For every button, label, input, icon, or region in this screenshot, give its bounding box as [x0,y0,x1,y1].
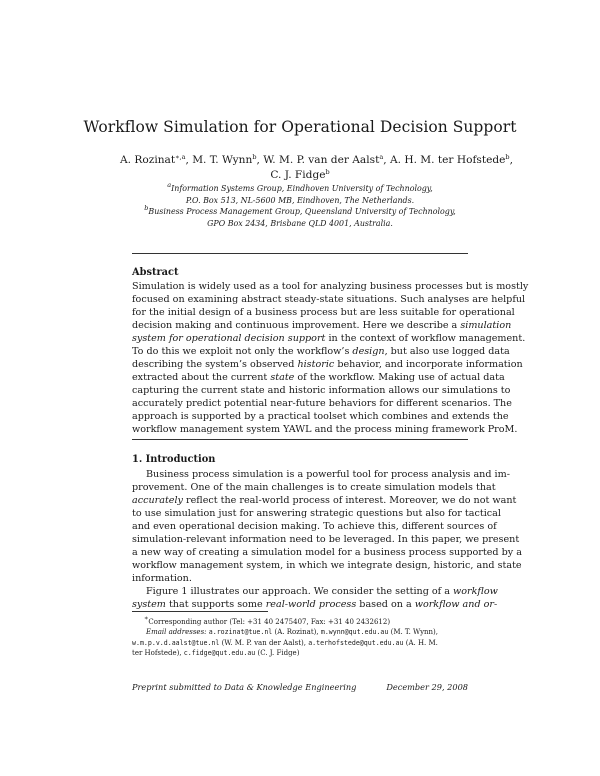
author-marker: b [252,153,257,161]
intro-paragraph-1 [132,468,522,585]
email-vanderaalst: w.m.p.v.d.aalst@tue.nl [132,638,220,647]
preprint-note: Preprint submitted to Data & Knowledge Engineering [132,682,357,692]
author-marker: ∗,a [175,153,186,161]
abstract-line: focused on examining abstract steady-state situations. Such analyses are helpful [132,294,526,305]
abstract-heading: Abstract [132,267,179,278]
footnote-emails-line2: w.m.p.v.d.aalst@tue.nl (W. M. P. van der Aalst), a.terhofstede@qut.edu.au (A. H. M. [132,638,438,647]
author-list [120,153,513,183]
abstract-line: describing the system’s observed historic behavior, and incorporate information [132,359,523,370]
affiliations [100,183,500,229]
paragraph-line: simulation-relevant information need to be leveraged. In this paper, we present [132,534,520,545]
preprint-date: December 29, 2008 [386,682,468,692]
abstract-bottom-rule [132,439,468,440]
paragraph-line: a new way of creating a simulation model for a business process supported by a [132,547,522,558]
affiliation-marker: b [144,204,149,212]
paragraph-line: provement. One of the main challenges is to create simulation models that [132,482,496,493]
author-rozinat: A. Rozinat [120,154,176,166]
abstract-line: approach is supported by a practical toolset which combines and extends the [132,411,509,422]
abstract-body [132,280,529,436]
abstract-line: Simulation is widely used as a tool for analyzing business processes but is mostly [132,281,529,292]
paragraph-line: workflow management system, in which we integrate design, historic, and state [132,560,522,571]
email-fidge: c.fidge@qut.edu.au [183,648,256,657]
affiliation-b-line1: Business Process Management Group, Queensland University of Technology, [148,207,456,216]
email-wynn: m.wynn@qut.edu.au [320,628,389,637]
section-heading-introduction: 1. Introduction [132,454,216,465]
author-vanderaalst: , W. M. P. van der Aalst [256,154,380,166]
paragraph-line: accurately reflect the real-world process of interest. Moreover, we do not want [132,495,517,506]
abstract-line: decision making and continuous improvement. Here we describe a simulation [132,320,512,331]
paragraph-line: Business process simulation is a powerful tool for process analysis and im- [146,469,510,480]
author-marker: b [505,153,510,161]
author-separator: , [509,154,513,166]
footnote-emails-line1: Email addresses: a.rozinat@tue.nl (A. Rozinat), m.wynn@qut.edu.au (M. T. Wynn), [146,628,438,637]
abstract-top-rule [132,253,468,254]
paragraph-line: to use simulation just for answering strategic questions but also for tactical [132,508,501,519]
abstract-line: accurately predict potential near-future behaviors for different scenarios. The [132,398,512,409]
author-wynn: , M. T. Wynn [185,154,253,166]
affiliation-b-line2: GPO Box 2434, Brisbane QLD 4001, Australia. [207,218,393,228]
paragraph-line: system that supports some real-world process based on a workflow and or- [132,599,498,610]
footnote-emails-line3: ter Hofstede), c.fidge@qut.edu.au (C. J. Fidge) [132,648,300,657]
abstract-line: workflow management system YAWL and the process mining framework ProM. [132,424,518,435]
paragraph-line: information. [132,573,192,584]
paragraph-line: Figure 1 illustrates our approach. We consider the setting of a workflow [146,586,498,597]
abstract-line: system for operational decision support in the context of workflow management. [132,333,526,344]
footnote-corresponding: ∗Corresponding author (Tel: +31 40 2475407, Fax: +31 40 2432612) [144,614,391,626]
email-terhofstede: a.terhofstede@qut.edu.au [308,638,404,647]
abstract-line: capturing the current state and historic information allows our simulations to [132,385,511,396]
affiliation-a-line1: Information Systems Group, Eindhoven University of Technology, [171,184,433,193]
abstract-line: To do this we exploit not only the workflow’s design, but also use logged data [132,346,510,357]
footnote [132,614,468,658]
footnote-rule [132,611,268,612]
abstract-line: extracted about the current state of the workflow. Making use of actual data [132,372,505,383]
email-rozinat: a.rozinat@tue.nl [208,628,273,637]
intro-paragraph-2 [132,585,498,611]
author-terhofstede: , A. H. M. ter Hofstede [383,154,506,166]
paper-title: Workflow Simulation for Operational Decision Support [83,118,517,136]
abstract-line: for the initial design of a business process but are less suitable for operational [132,307,515,318]
author-marker: a [379,153,384,161]
affiliation-marker: a [167,181,172,189]
paragraph-line: and even operational decision making. To achieve this, different sources of [132,521,497,532]
author-marker: b [325,168,330,176]
affiliation-a-line2: P.O. Box 513, NL-5600 MB, Eindhoven, The Netherlands. [185,195,415,205]
author-fidge: C. J. Fidge [270,169,326,181]
